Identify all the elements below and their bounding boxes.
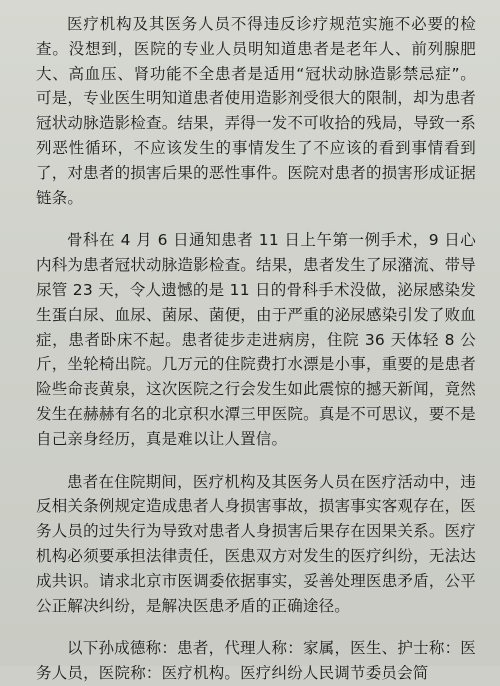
paragraph-legal-responsibility: 患者在住院期间，医疗机构及其医务人员在医疗活动中，违反相关条例规定造成患者人身损害事故，损害事实客观存在，医务人员的过失行为导致对患者人身损害后果存在因果关系。医疗机构必须要承担法律责任，医患双方对发生的医疗纠纷，无法达成共识。请求北京市医调委依据事实，妥善处理医患矛盾，公平公正解决纠纷，是解决医患矛盾的正确途径。 — [36, 472, 476, 615]
paragraph-unnecessary-examination: 医疗机构及其医务人员不得违反诊疗规范实施不必要的检查。没想到，医院的专业人员明知道患者是老年人、前列腺肥大、高血压、肾功能不全患者是适用“冠状动脉造影禁忌症”。可是，专业医生明知道患者使用造影剂受很大的限制，却为患者冠状动脉造影检查。结果，弄得一发不可收拾的残局，导致一系列恶性循环，不应该发生的事情发生了不应该的看到事情看到了，对患者的损害后果的恶性事件。医院对患者的损害形成证据链条。 — [36, 15, 476, 207]
paragraph-party-definitions: 以下孙成德称：患者，代理人称：家属，医生、护士称：医务人员，医院称：医疗机构。医疗纠纷人民调节委员会简 — [36, 639, 476, 683]
paragraph-surgery-timeline: 骨科在 4 月 6 日通知患者 11 日上午第一例手术，9 日心内科为患者冠状动脉造影检查。结果，患者发生了尿潴流、带导尿管 23 天，令人遗憾的是 11 日的骨科手术没做，泌尿感染发生蛋白尿、血尿、菌尿、菌便，由于严重的泌尿感染引发了败血症，患者卧床不起。患者徒步走进病房，住院 36 天体轻 8 公斤，坐轮椅出院。几万元的住院费打水漂是小事，重要的是患者险些命丧黄泉，这次医院之行会发生如此震惊的撼天新闻，竟然发生在赫赫有名的北京积水潭三甲医院。真是不可思议，要不是自己亲身经历，真是难以让人置信。 — [36, 231, 476, 448]
